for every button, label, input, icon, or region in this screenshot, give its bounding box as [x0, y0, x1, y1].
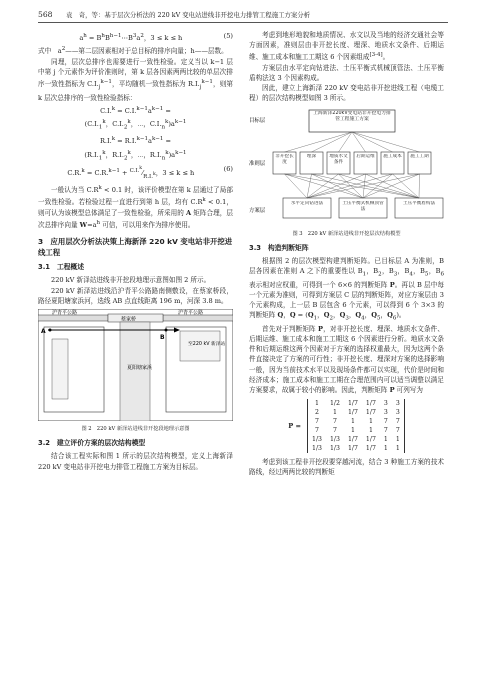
matrix-cell: 3 [383, 400, 388, 408]
figure-2-caption: 图 2 220 kV 新泽站进线非开挖段地理示意图 [81, 426, 190, 432]
hierarchy-link [363, 174, 393, 198]
matrix-cell: 1/7 [365, 409, 376, 417]
paragraph: 同理，层次总排序也需要进行一致性检验。定义当以 k−1 层中第 j 个元素作为评价准则时，第 k 层各因素两两比较的单层次排序一致性指标为 $C.I._j^{k-1}$，平均随机一致性指标为 $R.I._j^{k-1}$，则第 k 层次总排序的一致性检验指标： [38, 57, 233, 102]
matrix-row [308, 399, 405, 408]
matrix-cell: 1/7 [365, 445, 376, 453]
matrix-row [308, 444, 405, 453]
matrix-row [308, 435, 405, 444]
figure-3-caption: 图 3 220 kV 新泽站进线非开挖层次结构模型 [292, 230, 401, 237]
equation-6-body: $C.R.^k = C.R.^{k-1} + ^{C.I.^k}⁄_{R.I.^k}$，3 ≤ k ≤ h [67, 166, 195, 180]
matrix-cell: 7 [333, 427, 337, 435]
matrix-cell: 1/7 [347, 409, 358, 417]
point-b-label: B [160, 334, 165, 341]
point-a-label: A [41, 328, 46, 335]
hierarchy-link [307, 174, 393, 198]
subsection-heading-3-2: 3.2 建立评价方案的层次结构模型 [38, 439, 146, 448]
station-label: 至220 kV 新泽站 [188, 342, 226, 347]
hierarchy-link [307, 174, 366, 198]
running-header [38, 8, 448, 23]
equation-line: ($C.I._1^k$，$C.I._2^k$，⋯，$C.I._n^k)a^{k-1}$ [84, 119, 187, 131]
matrix-cell: 3 [383, 409, 388, 417]
matrix-cell: 1 [383, 436, 388, 444]
matrix-cell: 7 [395, 418, 400, 426]
matrix-cell: 7 [315, 427, 319, 435]
equation-6 [38, 164, 233, 182]
matrix-cell: 1 [395, 445, 400, 453]
paragraph: 式中 $a^2——$第二层因素相对于总目标的排序向量；h——层数。 [38, 46, 228, 56]
equation-line: ($R.I._1^k$，$R.I._2^k$，⋯，$R.I._n^k)a^{k-1}$ [84, 149, 187, 162]
road-label-left: 沪青平公路 [52, 310, 78, 316]
subsection-heading-3-3: 3.3 构造判断矩阵 [249, 243, 309, 252]
equation-6-number: (6) [223, 165, 233, 174]
matrix-cell: 1/2 [329, 400, 340, 408]
equation-5-number: (5) [223, 32, 233, 40]
paragraph: 方案层由水平定向钻进法、土压平衡式机械顶管法、土压平衡盾构法这 3 个因素构成。 [249, 63, 444, 82]
criterion-label: 施工工期 [410, 153, 429, 159]
matrix-cell: 1/7 [365, 400, 376, 408]
matrix-cell: 1/7 [347, 445, 358, 453]
matrix-cell: 3 [395, 409, 400, 417]
equation-5 [38, 31, 233, 43]
matrix-cell: 1/7 [365, 436, 376, 444]
criterion-label: 埋深 [306, 153, 317, 159]
figure-2-map [38, 309, 233, 421]
paragraph: 考虑到地形地貌和地质情况、水文以及当地的经济交通社会等方面因素，准则层由非开挖长度、埋深、地质水文条件、后期运维、施工成本和施工工期这 6 个因素组成[3-4]。 [249, 31, 444, 62]
matrix-cell: 1/3 [312, 445, 322, 453]
paragraph: 因此，建立上海新泽 220 kV 变电站非开挖进线工程（电缆工程）的层次结构模型如图 3 所示。 [249, 84, 444, 103]
criterion-label: 后期运维 [356, 153, 375, 159]
matrix-p [249, 399, 444, 453]
criteria-boxes [273, 152, 431, 174]
paragraph: 结合该工程实际和图 1 所示的层次结构模型，定义上海新泽 220 kV 变电站非开挖电力排管工程施工方案为目标层。 [38, 452, 233, 471]
hierarchy-link [285, 132, 353, 152]
running-title: 袁 奇，等：基于层次分析法的 220 kV 变电站进线非开挖电力排管工程施工方案分析 [66, 11, 311, 19]
matrix-cell: 1 [383, 445, 388, 453]
matrix-cell: 7 [333, 418, 337, 426]
plan-label: 土压平衡盾构法 [402, 200, 436, 206]
matrix-cell: 1 [350, 418, 355, 426]
bridge-label: 蔡家桥 [121, 316, 137, 323]
matrix-p-table [307, 399, 405, 453]
criterion-label: 施工成本 [383, 153, 402, 159]
hierarchy-link [339, 132, 353, 152]
matrix-cell: 1 [333, 409, 337, 417]
right-column [249, 30, 444, 478]
section-heading-3: 3 应用层次分析法决策上海新泽 220 kV 变电站非开挖进线工程 [38, 237, 233, 258]
matrix-cell: 7 [383, 427, 388, 435]
criterion-label: 地质水文条件 [329, 153, 348, 165]
matrix-cell: 2 [315, 409, 319, 417]
hierarchy-link [307, 174, 312, 198]
matrix-cell: 1/7 [347, 400, 358, 408]
matrix-cell: 7 [383, 418, 388, 426]
paragraph: 根据图 2 的层次模型构建判断矩阵。已目标层 A 为准则，B 层各因素在准则 A 之下的重要性以 $B_1$，$B_2$，$B_3$，$B_4$，$B_5$，$B_6$ 表示相对应权重，可得到一个 6×6 的判断矩阵 P。再以 B 层中每一个元素为准则，可得到方案层 C 层的判断矩阵，对应方案层由 3 个元素构成，上一层 B 层包含 6 个元素，可以得到 6 个 3×3 的判断矩阵 Q，$Q = (Q_1$，$Q_2$，$Q_3$，$Q_4$，$Q_5$，$Q_6$)。 [249, 257, 445, 322]
matrix-cell: 3 [395, 400, 400, 408]
goal-box: 上海新泽220kV变电站非开挖电力排管工程施工方案 [313, 110, 391, 122]
hierarchy-link [419, 174, 420, 198]
matrix-p-label: P = [288, 422, 302, 431]
subsection-heading-3-1: 3.1 工程概述 [38, 263, 85, 272]
matrix-cell: 1 [315, 400, 319, 408]
matrix-row [308, 417, 405, 426]
paragraph: 220 kV 新泽站进线非开挖段地理示意图如图 2 所示。 [51, 276, 211, 285]
plan-boxes [283, 198, 443, 218]
matrix-cell: 7 [395, 427, 400, 435]
hierarchy-link [393, 174, 420, 198]
hierarchy-link [352, 132, 393, 152]
level-criteria-label: 准则层 [249, 160, 266, 167]
page-number: 568 [38, 10, 53, 19]
plan-label: 土压平衡式机械顶管法 [342, 200, 384, 212]
matrix-cell: 1/3 [329, 436, 340, 444]
level-plan-label: 方案层 [249, 207, 266, 214]
hierarchy-link [352, 132, 420, 152]
figure-3-hierarchy [249, 108, 444, 226]
paragraph: 考虑到该工程非开挖段要穿越河流，结合 3 种施工方案的技术路线，经过两两比较的判断矩 [249, 458, 444, 477]
paragraph: 首先对于判断矩阵 P，对非开挖长度、埋深、地质水文条件、后期运维、施工成本和施工工期这 6 个因素进行分析。地质水文条件和后期运维这两个因素对于方案的选择权重最大，因为这两个条件直接决定了方案的可行性；非开挖长度、埋深对方案的选择影响一般，因为当前技术水平以及现场条件都可以实现，代价是时间和经济成本；施工成本和施工工期在合理范围内可以适当调整以满足方案要求，故属于较小的影响。因此，判断矩阵 P 可列写为 [249, 324, 444, 395]
matrix-cell: 1 [395, 436, 400, 444]
equation-5-body: $a^h$ = $B^hB^{h-1}\cdots B^3a^2$，3 ≤ k ≤ h [79, 33, 183, 43]
matrix-cell: 1/3 [329, 445, 340, 453]
matrix-cell: 1/3 [312, 436, 322, 444]
matrix-cell: 1/7 [347, 436, 358, 444]
equation-line: $R.I.^k = R.I.^{k-1}a^{k-1}$ = [99, 136, 172, 146]
level-goal-label: 目标层 [249, 117, 266, 124]
matrix-cell: 1 [368, 418, 373, 426]
plan-label: 水平定向钻进法 [290, 200, 324, 206]
hierarchy-link [352, 132, 366, 152]
matrix-row [308, 408, 405, 417]
road-label-right: 沪青平公路 [178, 310, 204, 316]
matrix-row [308, 426, 405, 435]
equation-line: $C.I.^k = C.I.^{k-1}a^{k-1}$ = [100, 106, 171, 116]
river-label: 夏阳塘家浜 [127, 365, 153, 371]
matrix-cell: 1 [350, 427, 355, 435]
matrix-cell: 1 [368, 427, 373, 435]
hierarchy-link [312, 132, 353, 152]
matrix-cell: 7 [315, 418, 319, 426]
paragraph: 220 kV 新泽站进线沿沪青平公路路南侧敷设，在蔡家桥段，路径夏阳塘家浜河，选线 AB 点直线距离 196 m，河深 3.8 m。 [38, 286, 233, 305]
left-column [38, 30, 233, 472]
paragraph: 一般认为当 $C.R^k < 0.1$ 时，该评价模型在第 k 层通过了局部一致性检验。若检验过程一直进行到第 h 层，均有 $C.R^k < 0.1$，则可认为该模型总体满足了一致性检验，所采用的 A 矩阵合理，层次总排序向量 $W=a^h$ 可信，可以用来作为排序使用。 [38, 184, 234, 229]
hierarchy-link [307, 174, 339, 198]
criterion-label: 非开挖长度 [275, 153, 294, 165]
